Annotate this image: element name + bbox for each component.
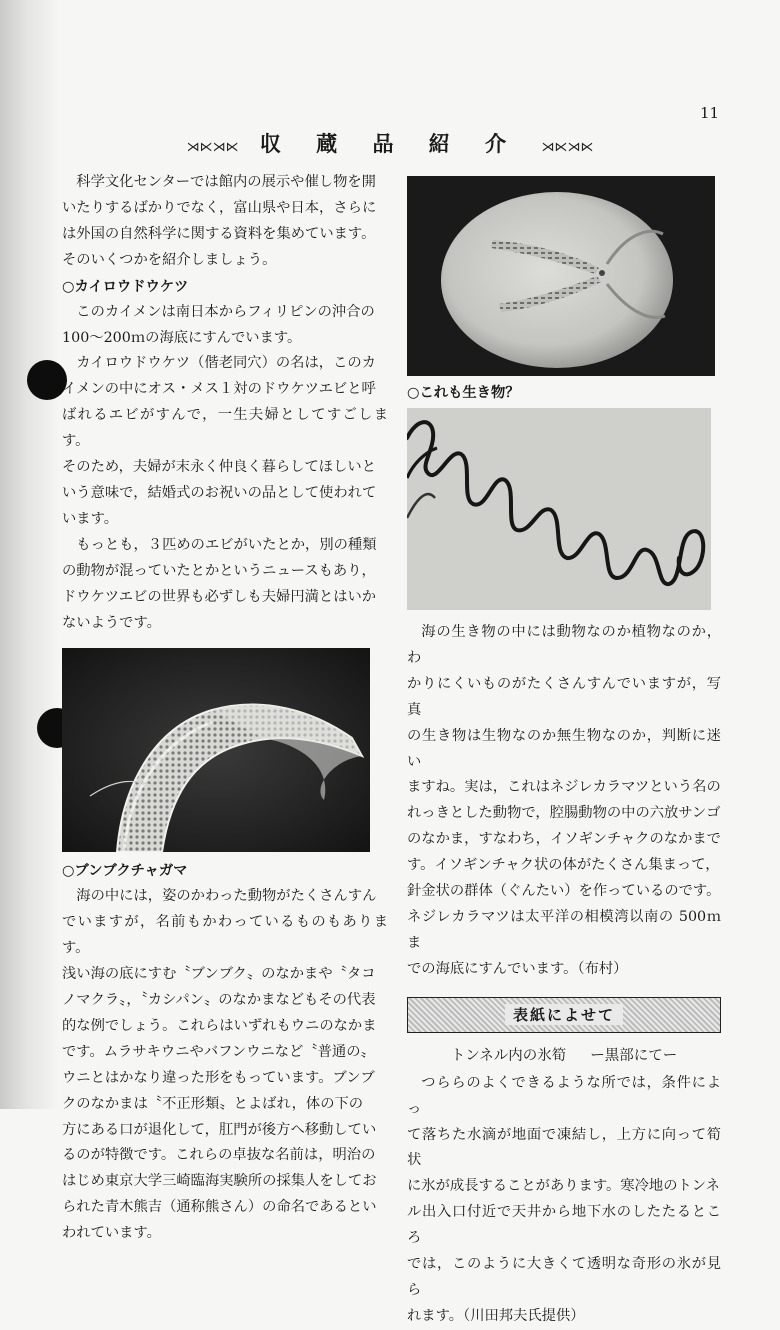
body-line: です。ムラサキウニやバフンウニなど〝普通の〟 [62,1043,375,1060]
binder-hole-top [27,360,67,400]
intro-line: そのいくつかを紹介しましょう。 [62,251,277,268]
right-column [407,176,721,1330]
body-line: ネジレカラマツは太平洋の相模湾以南の 500ｍま [407,908,721,951]
cover-note-subtitle [407,1045,721,1067]
body-line: はじめ東京大学三崎臨海実験所の採集人をしてお [62,1173,377,1190]
intro-line: 科学文化センターでは館内の展示や催し物を開 [76,174,376,190]
body-line: の動物が混っていたとかというニュースもあり， [62,562,376,579]
body-line: クのなかまは〝不正形類〟とよばれ，体の下の [62,1095,364,1112]
body-line: れっきとした動物で，腔腸動物の中の六放サンゴ [407,805,721,822]
cover-note-heading [407,997,721,1033]
intro-paragraph [62,170,388,274]
title-ornament-left: ⋊⋉⋊⋉ [186,140,239,155]
photo-nejirekaramatsu [407,408,711,610]
cover-note-body [407,1071,721,1330]
body-line: 方にある口が退化して，肛門が後方へ移動してい [62,1121,377,1138]
title-ornament-right: ⋊⋉⋊⋉ [541,140,594,155]
body-line: るのが特徴です。これらの卓抜な名前は，明治の [62,1147,376,1164]
body-line: 海の生き物の中には動物なのか植物なのか，わ [407,624,721,666]
page-spine-shadow [0,0,60,1109]
left-column [62,170,388,1247]
body-line: ル出入口付近で天井から地下水のしたたるところ [407,1204,721,1247]
body-line: このカイメンは南日本からフィリピンの沖合の [76,303,375,320]
body-line: のなかま，すなわち，イソギンチャクのなかまで [407,831,721,848]
page-number: 11 [700,104,720,122]
body-line: われています。 [62,1225,161,1242]
section-heading-bunbukuchagama: ○ブンブクチャガマ [62,863,188,880]
body-line: れます。（川田邦夫氏提供） [407,1307,585,1324]
body-line: 100〜200ｍの海底にすんでいます。 [62,329,302,346]
section-heading-living-thing: ○これも生き物？ [407,385,520,401]
body-line: ドウケツエビの世界も必ずしも夫婦円満とはいか [62,588,377,605]
photo-kairoudoukestu-sponge [62,648,370,852]
body-line: 的な例でしょう。これらはいずれもウニのなかま [62,1017,377,1034]
body-line: もっとも，３匹めのエビがいたとか，別の種類 [76,536,377,553]
body-line: ばれるエビがすんで，一生夫婦としてすごします。 [62,407,388,450]
body-line: での海底にすんでいます。（布村） [407,960,628,977]
body-line: でいますが，名前もかわっているものもあります。 [62,914,388,957]
intro-line: は外国の自然科学に関する資料を集めています。 [62,225,376,242]
body-line: 海の中には，姿のかわった動物がたくさんすん [76,888,377,905]
body-line: ないようです。 [62,614,161,631]
body-line: では，このように大きくて透明な奇形の氷が見ら [407,1256,721,1298]
body-line: ますね。実は，これはネジレカラマツという名の [407,779,721,796]
section-body-kairoudoukestu [62,300,388,637]
body-line: ウニとはかなり違った形をもっています。ブンブ [62,1069,375,1086]
body-line: られた青木熊吉（通称熊さん）の命名であるとい [62,1199,377,1216]
body-line: かりにくいものがたくさんすんでいますが，写真 [407,675,721,718]
section-heading-kairoudoukestu: ○カイロウドウケツ [62,278,189,295]
body-line: いう意味で，結婚式のお祝いの品として使われて [62,484,377,501]
body-line: そのため，夫婦が末永く仲良く暮らしてほしいと [62,459,376,476]
title-text: 収 蔵 品 紹 介 [259,131,521,156]
section-body-bunbukuchagama [62,884,388,1247]
body-line: ノマクラ〟，〝カシパン〟のなかまなどもその代表 [62,992,376,1009]
photo-sea-urchin-test [407,176,715,376]
page-title [0,128,780,158]
body-line: す。イソギンチャク状の体がたくさん集まって， [407,857,720,874]
body-line: の生き物は生物なのか無生物なのか，判断に迷い [407,727,721,770]
cover-note-location: ー黒部にてー [590,1047,678,1064]
body-line: います。 [62,510,119,527]
body-line: 浅い海の底にすむ〝ブンブク〟のなかまや〝タコ [62,966,376,983]
body-line: カイロウドウケツ（偕老同穴）の名は，このカ [76,355,376,372]
cover-note-heading-text: 表紙によせて [505,1004,623,1025]
body-line: つららのよくできるような所では，条件によっ [407,1074,721,1117]
body-line: イメンの中にオス・メス１対のドウケツエビと呼 [62,381,376,398]
intro-line: いたりするばかりでなく，富山県や日本，さらに [62,199,377,216]
body-line: に氷が成長することがあります。寒冷地のトンネ [407,1178,720,1195]
body-line: て落ちた水滴が地面で凍結し，上方に向って筍状 [407,1126,721,1169]
cover-note-subtitle-text: トンネル内の氷筍 [450,1047,567,1064]
section-body-living-thing [407,620,721,983]
body-line: 針金状の群体（ぐんたい）を作っているのです。 [407,883,721,900]
